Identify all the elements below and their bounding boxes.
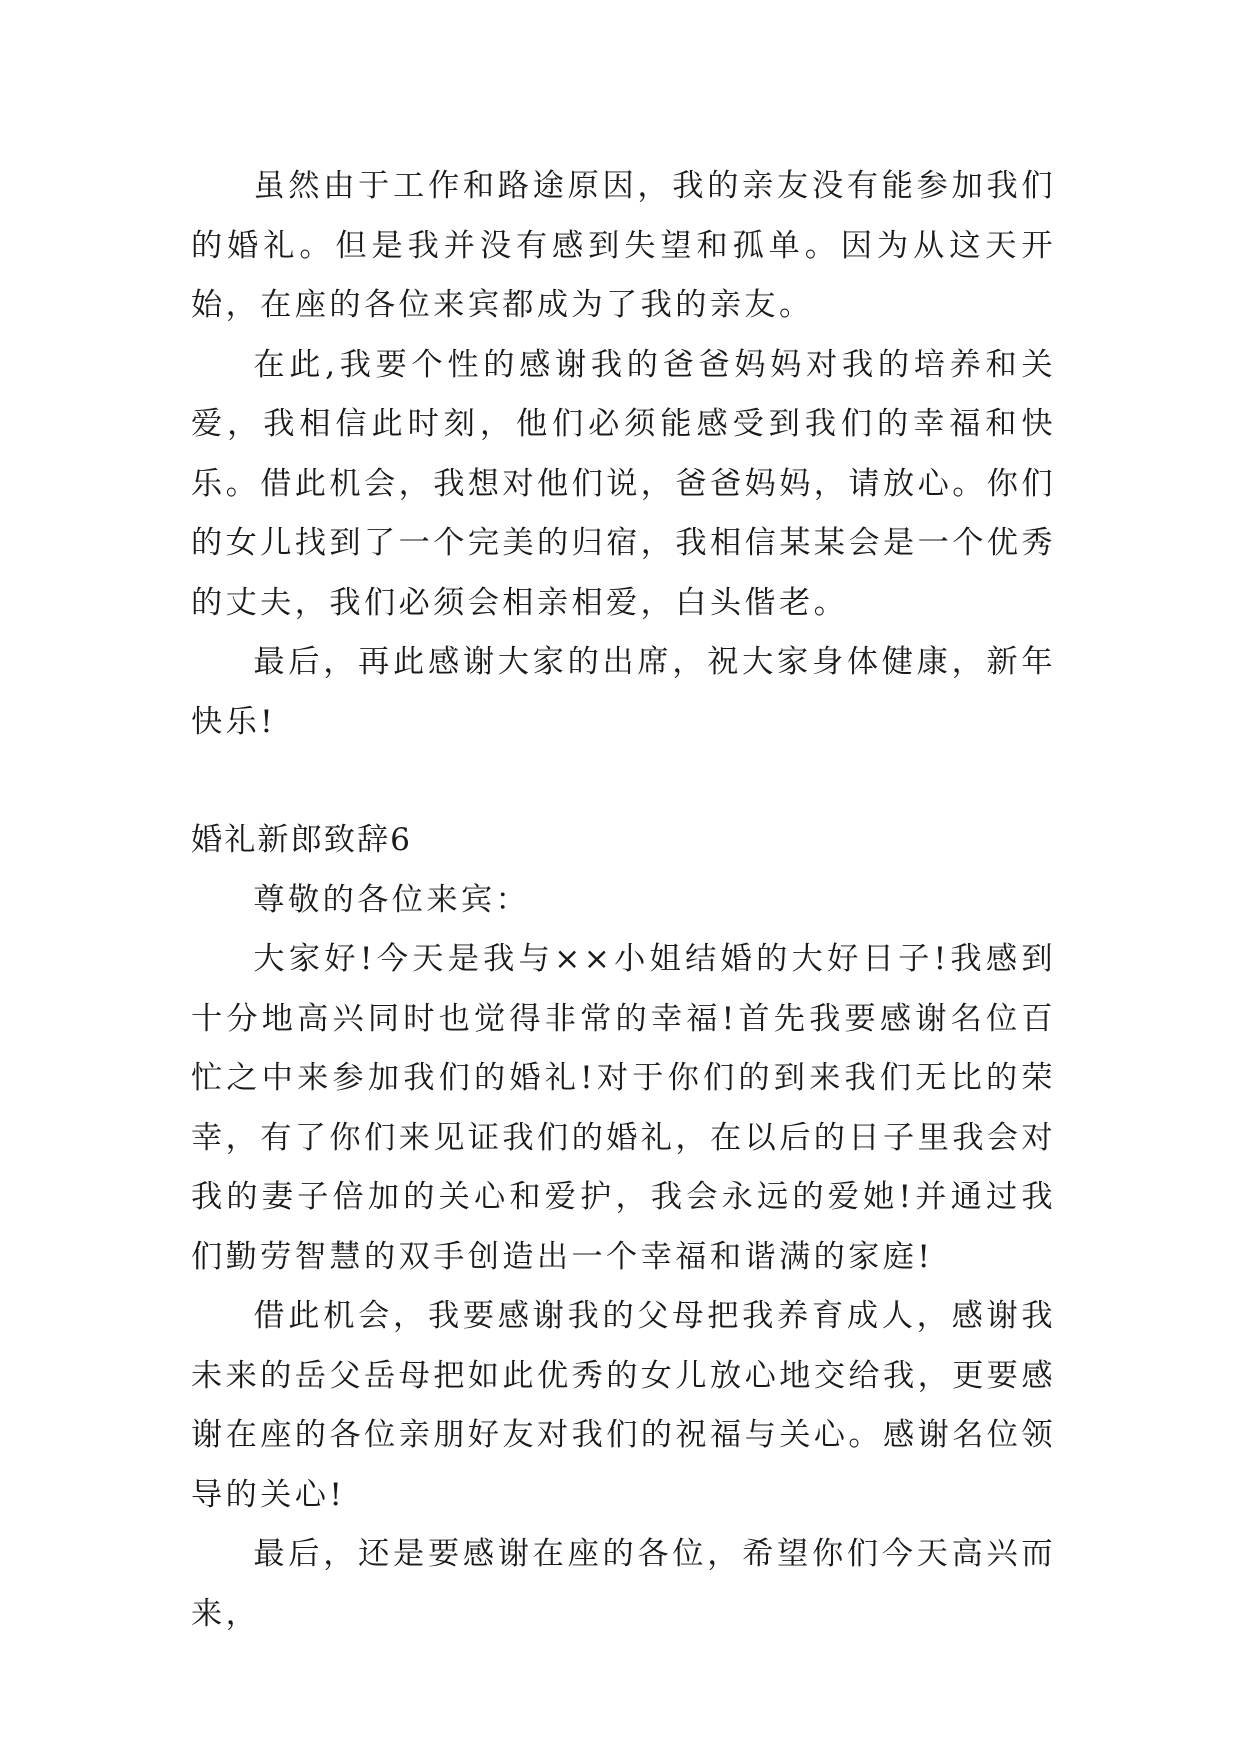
paragraph-final-thanks: 最后，还是要感谢在座的各位，希望你们今天高兴而来， — [191, 1536, 1056, 1632]
document-body — [191, 157, 1056, 1644]
paragraph-relatives: 虽然由于工作和路途原因，我的亲友没有能参加我们的婚礼。但是我并没有感到失望和孤单。因为从这天开始，在座的各位来宾都成为了我的亲友。 — [191, 168, 1056, 323]
section-title: 婚礼新郎致辞6 — [191, 822, 412, 858]
paragraph-thanks-parents: 在此,我要个性的感谢我的爸爸妈妈对我的培养和关爱，我相信此时刻，他们必须能感受到我们的幸福和快乐。借此机会，我想对他们说，爸爸妈妈，请放心。你们的女儿找到了一个完美的归宿，我相信某某会是一个优秀的丈夫，我们必须会相亲相爱，白头偕老。 — [191, 346, 1056, 621]
paragraph-salutation: 尊敬的各位来宾： — [253, 881, 531, 918]
paragraph-greeting: 大家好!今天是我与××小姐结婚的大好日子!我感到十分地高兴同时也觉得非常的幸福!首先我要感谢名位百忙之中来参加我们的婚礼!对于你们的到来我们无比的荣幸，有了你们来见证我们的婚礼，在以后的日子里我会对我的妻子倍加的关心和爱护，我会永远的爱她!并通过我们勤劳智慧的双手创造出一个幸福和谐满的家庭! — [191, 941, 1056, 1275]
paragraph-thanks-family: 借此机会，我要感谢我的父母把我养育成人，感谢我未来的岳父岳母把如此优秀的女儿放心地交给我，更要感谢在座的各位亲朋好友对我们的祝福与关心。感谢名位领导的关心! — [191, 1298, 1056, 1513]
paragraph-closing-wishes: 最后，再此感谢大家的出席，祝大家身体健康，新年快乐! — [191, 644, 1056, 740]
